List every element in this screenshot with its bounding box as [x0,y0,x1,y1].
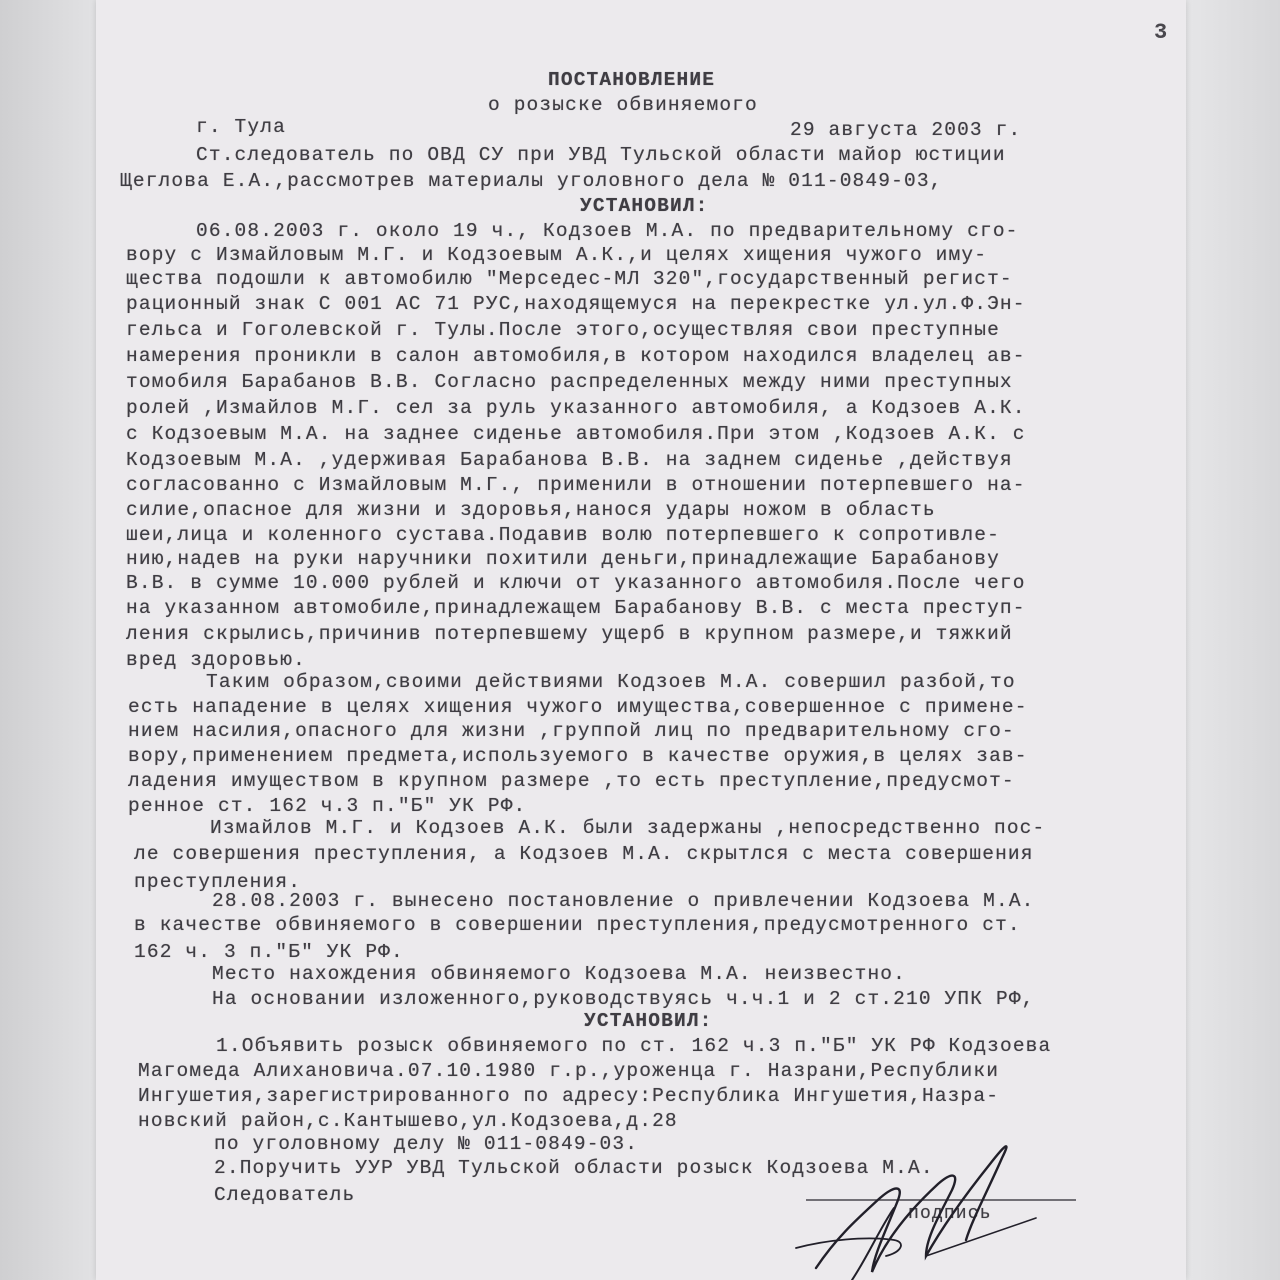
text-line: Место нахождения обвиняемого Кодзоева М.А. неизвестно. [212,963,907,985]
text-line: нию,надев на руки наручники похитили деньги,принадлежащие Барабанову [126,548,1000,570]
text-line: ренное ст. 162 ч.3 п."Б" УК РФ. [128,795,527,817]
text-line: согласованно с Измайловым М.Г., применили в отношении потерпевшего на- [126,474,1026,496]
text-line: щества подошли к автомобилю "Мерседес-МЛ 320",государственный регист- [126,268,1013,290]
text-line: Кодзоевым М.А. ,удерживая Барабанова В.В. на заднем сиденье ,действуя [126,449,1013,471]
signature-label: подпись [908,1204,992,1224]
text-line: В.В. в сумме 10.000 рублей и ключи от указанного автомобиля.После чего [126,572,1026,594]
text-line: Ст.следователь по ОВД СУ при УВД Тульской области майор юстиции [196,144,1006,166]
text-line: Измайлов М.Г. и Кодзоев А.К. были задержаны ,непосредственно пос- [210,817,1046,839]
text-line: Магомеда Алихановича.07.10.1980 г.р.,уроженца г. Назрани,Республики [138,1060,1000,1082]
document-page [96,0,1186,1280]
text-line: на указанном автомобиле,принадлежащем Барабанову В.В. с места преступ- [126,597,1026,619]
text-line: ролей ,Измайлов М.Г. сел за руль указанного автомобиля, а Кодзоев А.К. [126,397,1026,419]
text-line: 2.Поручить УУР УВД Тульской области розыск Кодзоева М.А. [214,1157,934,1179]
text-line: Таким образом,своими действиями Кодзоев М.А. совершил разбой,то [206,671,1016,693]
text-line: гельса и Гоголевской г. Тулы.После этого,осуществляя свои преступные [126,319,1000,341]
text-line: в качестве обвиняемого в совершении преступления,предусмотренного ст. [134,914,1021,936]
text-line: 06.08.2003 г. около 19 ч., Кодзоев М.А. по предварительному сго- [196,220,1019,242]
text-line: с Кодзоевым М.А. на заднее сиденье автомобиля.При этом ,Кодзоев А.К. с [126,423,1026,445]
page-number: 3 [1154,20,1168,45]
text-line: 162 ч. 3 п."Б" УК РФ. [134,941,404,963]
text-line: Щеглова Е.А.,рассмотрев материалы уголовного дела № 011-0849-03, [120,170,943,192]
document-title: ПОСТАНОВЛЕНИЕ [548,69,716,91]
signer-title: Следователь [214,1184,356,1206]
text-line: томобиля Барабанов В.В. Согласно распределенных между ними преступных [126,371,1013,393]
text-line: новский район,с.Кантышево,ул.Кодзоева,д.28 [138,1110,678,1132]
text-line: Ингушетия,зарегистрированного по адресу:Республика Ингушетия,Назра- [138,1085,1000,1107]
text-line: ладения имуществом в крупном размере ,то есть преступление,предусмот- [128,770,1015,792]
city-line: г. Тула [196,116,286,138]
text-line: по уголовному делу № 011-0849-03. [214,1133,639,1155]
handwritten-signature [776,1128,1096,1280]
text-line: вору с Измайловым М.Г. и Кодзоевым А.К.,и целях хищения чужого иму- [126,244,988,266]
background-left-margin [0,0,96,1280]
text-line: вору,применением предмета,используемого в качестве оружия,в целях зав- [128,745,1028,767]
text-line: нием насилия,опасного для жизни ,группой лиц по предварительному сго- [128,720,1015,742]
text-line: На основании изложенного,руководствуясь ч.ч.1 и 2 ст.210 УПК РФ, [212,988,1035,1010]
document-date: 29 августа 2003 г. [790,119,1022,141]
background-right-margin [1184,0,1280,1280]
text-line: шеи,лица и коленного сустава.Подавив волю потерпевшего к сопротивле- [126,524,1000,546]
text-line: 1.Объявить розыск обвиняемого по ст. 162 ч.3 п."Б" УК РФ Кодзоева [216,1035,1052,1057]
text-line: ле совершения преступления, а Кодзоев М.А. скрытлся с места совершения [134,843,1034,865]
section-heading: УСТАНОВИЛ: [584,1010,713,1032]
text-line: рационный знак С 001 АС 71 РУС,находящемуся на перекрестке ул.ул.Ф.Эн- [126,293,1026,315]
text-line: ления скрылись,причинив потерпевшему ущерб в крупном размере,и тяжкий [126,623,1013,645]
text-line: силие,опасное для жизни и здоровья,нанося удары ножом в область [126,499,936,521]
document-subtitle: о розыске обвиняемого [488,94,758,116]
text-line: намерения проникли в салон автомобиля,в котором находился владелец ав- [126,345,1026,367]
text-line: вред здоровью. [126,649,306,671]
text-line: преступления. [134,871,302,893]
text-line: 28.08.2003 г. вынесено постановление о привлечении Кодзоева М.А. [212,890,1035,912]
text-line: есть нападение в целях хищения чужого имущества,совершенное с примене- [128,696,1028,718]
section-heading: УСТАНОВИЛ: [580,195,709,217]
